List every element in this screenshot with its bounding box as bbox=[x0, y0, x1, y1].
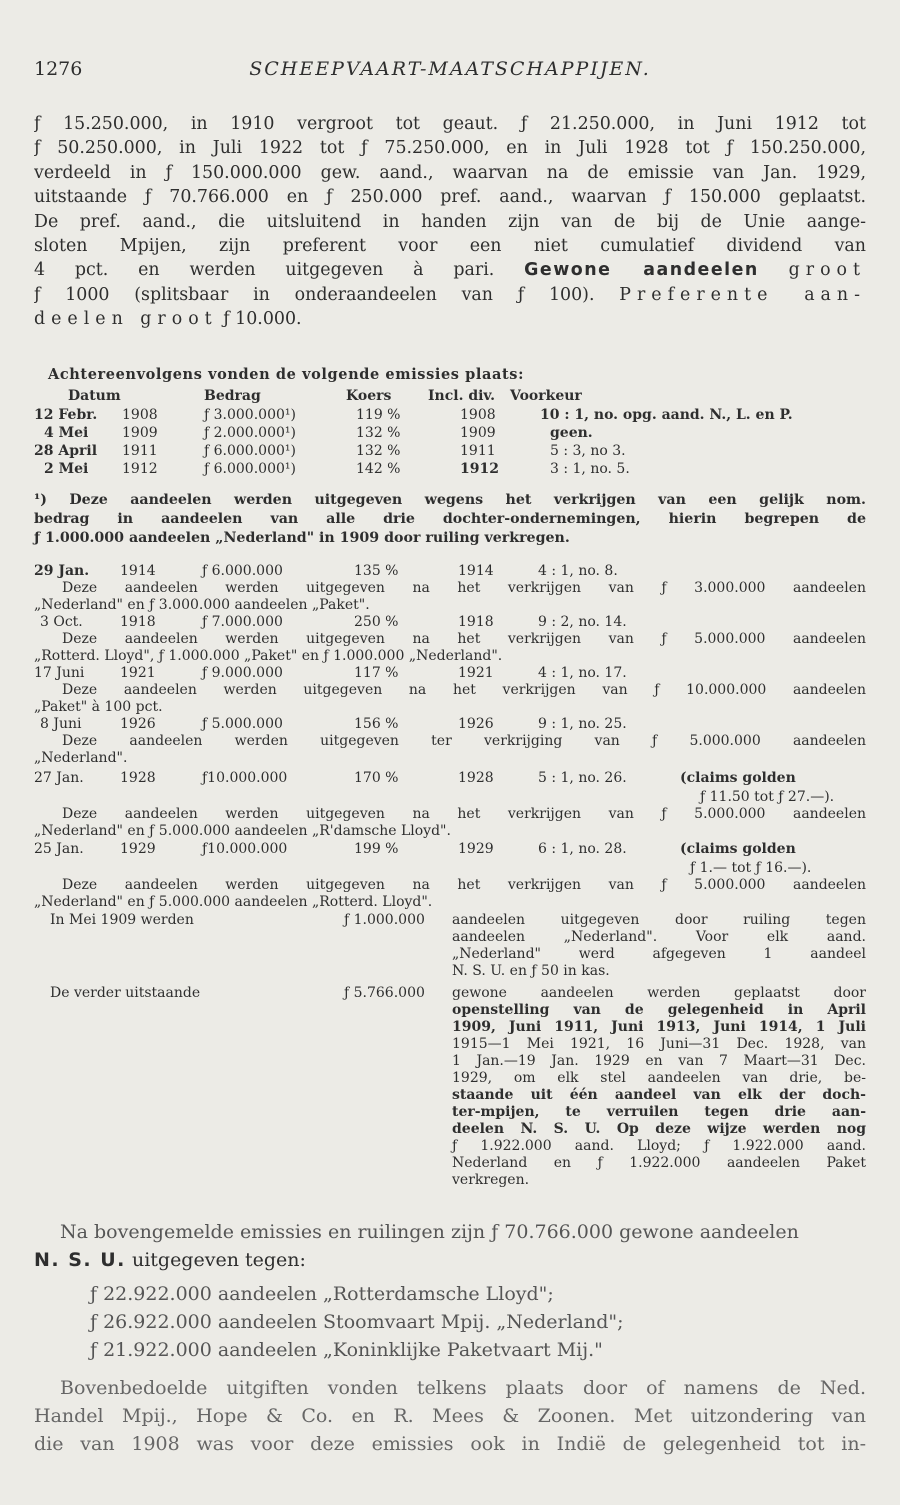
block-line: 1915—1 Mei 1921, 16 Juni—31 Dec. 1928, van bbox=[452, 1036, 866, 1052]
text-line: ƒ 15.250.000, in 1910 vergroot tot geaut. ƒ 21.250.000, in Juni 1912 tot bbox=[34, 114, 866, 134]
cell-date: 12 Febr. bbox=[34, 407, 98, 423]
summary-line: Na bovengemelde emissies en ruilingen zijn ƒ 70.766.000 gewone aandeelen bbox=[60, 1221, 799, 1243]
cell-pref: 4 : 1, no. 8. bbox=[538, 563, 618, 579]
summary-item: ƒ 26.922.000 aandeelen Stoomvaart Mpij. „Nederland"; bbox=[90, 1311, 624, 1333]
cell-rate: 250 % bbox=[354, 614, 399, 630]
claims-note: ƒ 11.50 tot ƒ 27.—). bbox=[700, 789, 835, 805]
block-line: staande uit één aandeel van elk der doch- bbox=[452, 1087, 866, 1103]
cell-rate: 199 % bbox=[354, 841, 399, 857]
cell-year: 1921 bbox=[120, 665, 156, 681]
cell-rate: 132 % bbox=[356, 425, 401, 441]
note-line: „Nederland" en ƒ 3.000.000 aandeelen „Paket". bbox=[34, 597, 370, 613]
cell-div: 1926 bbox=[458, 716, 494, 732]
cell-amount: ƒ 6.000.000¹) bbox=[204, 443, 296, 459]
cell-year: 1929 bbox=[120, 841, 156, 857]
cell-year: 1909 bbox=[122, 425, 158, 441]
note-line: „Rotterd. Lloyd", ƒ 1.000.000 „Paket" en ƒ 1.000.000 „Nederland". bbox=[34, 648, 503, 664]
cell-pref: 5 : 3, no 3. bbox=[550, 443, 626, 459]
block-line: gewone aandeelen werden geplaatst door bbox=[452, 985, 866, 1001]
running-title: SCHEEPVAART-MAATSCHAPPIJEN. bbox=[249, 58, 651, 80]
cell-amount: ƒ 6.000.000¹) bbox=[204, 461, 296, 477]
nsu-term: N. S. U. bbox=[34, 1249, 126, 1271]
note-line: Deze aandeelen werden uitgegeven na het verkrijgen van ƒ 5.000.000 aandeelen bbox=[62, 877, 866, 893]
cell-rate: 135 % bbox=[354, 563, 399, 579]
cell-pref: 6 : 1, no. 28. bbox=[538, 841, 627, 857]
cell-year: 1926 bbox=[120, 716, 156, 732]
block-line: verkregen. bbox=[452, 1172, 530, 1188]
cell-div: 1908 bbox=[460, 407, 496, 423]
closing-paragraph bbox=[34, 1374, 866, 1458]
note-line: Deze aandeelen werden uitgegeven na het verkrijgen van ƒ 5.000.000 aandeelen bbox=[62, 631, 866, 647]
cell-amount: ƒ10.000.000 bbox=[202, 770, 288, 786]
text-run: uitgegeven tegen: bbox=[131, 1249, 306, 1271]
cell-year: 1914 bbox=[120, 563, 156, 579]
cell-rate: 142 % bbox=[356, 461, 401, 477]
cell-rate: 117 % bbox=[354, 665, 399, 681]
cell-date: 2 Mei bbox=[44, 461, 89, 477]
cell-date: 27 Jan. bbox=[34, 770, 84, 786]
cell-amount: ƒ 9.000.000 bbox=[202, 665, 283, 681]
text-line bbox=[34, 283, 866, 307]
cell-pref: 10 : 1, no. opg. aand. N., L. en P. bbox=[540, 407, 793, 423]
column-header: Bedrag bbox=[204, 388, 261, 404]
note-line: „Nederland" en ƒ 5.000.000 aandeelen „R'damsche Lloyd". bbox=[34, 823, 451, 839]
cell-date: 25 Jan. bbox=[34, 841, 84, 857]
cell-year: 1912 bbox=[122, 461, 158, 477]
note-line: „Nederland". bbox=[34, 750, 128, 766]
cell-div: 1911 bbox=[460, 443, 496, 459]
column-header: Koers bbox=[346, 388, 392, 404]
block-line: ter-mpijen, te verruilen tegen drie aan- bbox=[452, 1104, 866, 1120]
text-line bbox=[34, 307, 866, 331]
cell-date: 29 Jan. bbox=[34, 563, 90, 579]
summary-section bbox=[34, 1218, 866, 1364]
note-line: Deze aandeelen werden uitgegeven na het verkrijgen van ƒ 3.000.000 aandeelen bbox=[62, 580, 866, 596]
cell-rate: 119 % bbox=[356, 407, 401, 423]
note-line: „Nederland" en ƒ 5.000.000 aandeelen „Rotterd. Lloyd". bbox=[34, 894, 433, 910]
column-header: Incl. div. bbox=[428, 388, 496, 404]
block-amount: ƒ 5.766.000 bbox=[344, 985, 425, 1001]
cell-amount: ƒ 5.000.000 bbox=[202, 716, 283, 732]
summary-line bbox=[34, 1246, 866, 1274]
cell-date: 28 April bbox=[34, 443, 98, 459]
text-line: De pref. aand., die uitsluitend in handen zijn van de bij de Unie aange- bbox=[34, 211, 866, 232]
cell-year: 1918 bbox=[120, 614, 156, 630]
block-label: De verder uitstaande bbox=[50, 985, 201, 1001]
cell-div: 1929 bbox=[458, 841, 494, 857]
block-line: „Nederland" werd afgegeven 1 aandeel bbox=[452, 946, 866, 962]
cell-pref: 9 : 2, no. 14. bbox=[538, 614, 627, 630]
text-line bbox=[34, 258, 866, 282]
block-amount: ƒ 1.000.000 bbox=[344, 912, 425, 928]
block-line: ƒ 1.922.000 aand. Lloyd; ƒ 1.922.000 aand. bbox=[452, 1138, 866, 1154]
block-line: openstelling van de gelegenheid in April bbox=[452, 1002, 866, 1018]
cell-date: 4 Mei bbox=[44, 425, 89, 441]
bold-term: Gewone aandeelen bbox=[524, 260, 759, 281]
summary-item: ƒ 22.922.000 aandeelen „Rotterdamsche Lloyd"; bbox=[90, 1283, 554, 1305]
cell-year: 1911 bbox=[122, 443, 158, 459]
summary-item: ƒ 21.922.000 aandeelen „Koninklijke Paketvaart Mij." bbox=[90, 1339, 603, 1361]
text-line: Handel Mpij., Hope & Co. en R. Mees & Zoonen. Met uitzondering van bbox=[34, 1405, 866, 1427]
note-line: Deze aandeelen werden uitgegeven ter verkrijging van ƒ 5.000.000 aandeelen bbox=[62, 733, 866, 749]
column-header: Datum bbox=[68, 388, 121, 404]
cell-rate: 170 % bbox=[354, 770, 399, 786]
cell-amount: ƒ10.000.000 bbox=[202, 841, 288, 857]
cell-amount: ƒ 2.000.000¹) bbox=[204, 425, 296, 441]
block-line: deelen N. S. U. Op deze wijze werden nog bbox=[452, 1121, 866, 1137]
block-line: aandeelen „Nederland". Voor elk aand. bbox=[452, 929, 866, 945]
footnote-line: ƒ 1.000.000 aandeelen „Nederland" in 1909 door ruiling verkregen. bbox=[34, 530, 570, 546]
footnote-line: bedrag in aandeelen van alle drie dochter-ondernemingen, hierin begrepen de bbox=[34, 511, 866, 527]
claims-note: (claims golden bbox=[680, 841, 796, 857]
cell-div: 1909 bbox=[460, 425, 496, 441]
text-line: verdeeld in ƒ 150.000.000 gew. aand., waarvan na de emissie van Jan. 1929, bbox=[34, 162, 866, 183]
block-line: 1909, Juni 1911, Juni 1913, Juni 1914, 1 Juli bbox=[452, 1019, 866, 1035]
cell-amount: ƒ 6.000.000 bbox=[202, 563, 283, 579]
cell-div: 1921 bbox=[458, 665, 494, 681]
cell-pref: 3 : 1, no. 5. bbox=[550, 461, 630, 477]
spaced-term: groot bbox=[788, 260, 866, 281]
intro-paragraph bbox=[34, 112, 866, 332]
cell-date: 17 Juni bbox=[34, 665, 85, 681]
text-line: ƒ 50.250.000, in Juli 1922 tot ƒ 75.250.000, en in Juli 1928 tot ƒ 150.250.000, bbox=[34, 138, 866, 159]
text-run: ƒ 10.000. bbox=[223, 309, 302, 330]
text-run: 4 pct. en werden uitgegeven à pari. bbox=[34, 260, 495, 281]
cell-pref: 9 : 1, no. 25. bbox=[538, 716, 627, 732]
block-line: Nederland en ƒ 1.922.000 aandeelen Paket bbox=[452, 1155, 866, 1171]
cell-pref: 5 : 1, no. 26. bbox=[538, 770, 627, 786]
block-label: In Mei 1909 werden bbox=[50, 912, 194, 928]
text-line: Bovenbedoelde uitgiften vonden telkens plaats door of namens de Ned. bbox=[60, 1377, 866, 1399]
cell-amount: ƒ 7.000.000 bbox=[202, 614, 283, 630]
claims-note: (claims golden bbox=[680, 770, 796, 786]
page-header bbox=[34, 58, 866, 88]
spaced-term: Preferente aan- bbox=[619, 284, 866, 305]
column-header: Voorkeur bbox=[510, 388, 582, 404]
cell-div: 1912 bbox=[460, 461, 499, 477]
note-line: Deze aandeelen werden uitgegeven na het verkrijgen van ƒ 10.000.000 aandeelen bbox=[62, 682, 866, 698]
cell-rate: 132 % bbox=[356, 443, 401, 459]
cell-amount: ƒ 3.000.000¹) bbox=[204, 407, 296, 423]
spaced-term: deelen groot bbox=[34, 309, 218, 330]
text-line: uitstaande ƒ 70.766.000 en ƒ 250.000 pref. aand., waarvan ƒ 150.000 geplaatst. bbox=[34, 187, 866, 208]
block-line: 1 Jan.—19 Jan. 1929 en van 7 Maart—31 Dec. bbox=[452, 1053, 866, 1069]
cell-pref: geen. bbox=[550, 425, 593, 441]
text-line: sloten Mpijen, zijn preferent voor een niet cumulatief dividend van bbox=[34, 235, 866, 256]
claims-note: ƒ 1.— tot ƒ 16.—). bbox=[690, 860, 812, 876]
cell-date: 8 Juni bbox=[40, 716, 82, 732]
block-line: aandeelen uitgegeven door ruiling tegen bbox=[452, 912, 866, 928]
page-number: 1276 bbox=[34, 58, 83, 80]
cell-date: 3 Oct. bbox=[40, 614, 83, 630]
block-line: 1929, om elk stel aandeelen van drie, be- bbox=[452, 1070, 866, 1086]
cell-year: 1908 bbox=[122, 407, 158, 423]
footnote-line: ¹) Deze aandeelen werden uitgegeven wegens het verkrijgen van een gelijk nom. bbox=[34, 492, 866, 508]
cell-div: 1928 bbox=[458, 770, 494, 786]
cell-pref: 4 : 1, no. 17. bbox=[538, 665, 627, 681]
text-line: die van 1908 was voor deze emissies ook in Indië de gelegenheid tot in- bbox=[34, 1433, 866, 1455]
cell-year: 1928 bbox=[120, 770, 156, 786]
text-run: ƒ 1000 (splitsbaar in onderaandeelen van ƒ 100). bbox=[34, 284, 595, 305]
cell-rate: 156 % bbox=[354, 716, 399, 732]
cell-div: 1918 bbox=[458, 614, 494, 630]
cell-div: 1914 bbox=[458, 563, 494, 579]
note-line: „Paket" à 100 pct. bbox=[34, 699, 163, 715]
emissions-heading: Achtereenvolgens vonden de volgende emissies plaats: bbox=[48, 366, 525, 383]
note-line: Deze aandeelen werden uitgegeven na het verkrijgen van ƒ 5.000.000 aandeelen bbox=[62, 806, 866, 822]
block-line: N. S. U. en ƒ 50 in kas. bbox=[452, 963, 610, 979]
